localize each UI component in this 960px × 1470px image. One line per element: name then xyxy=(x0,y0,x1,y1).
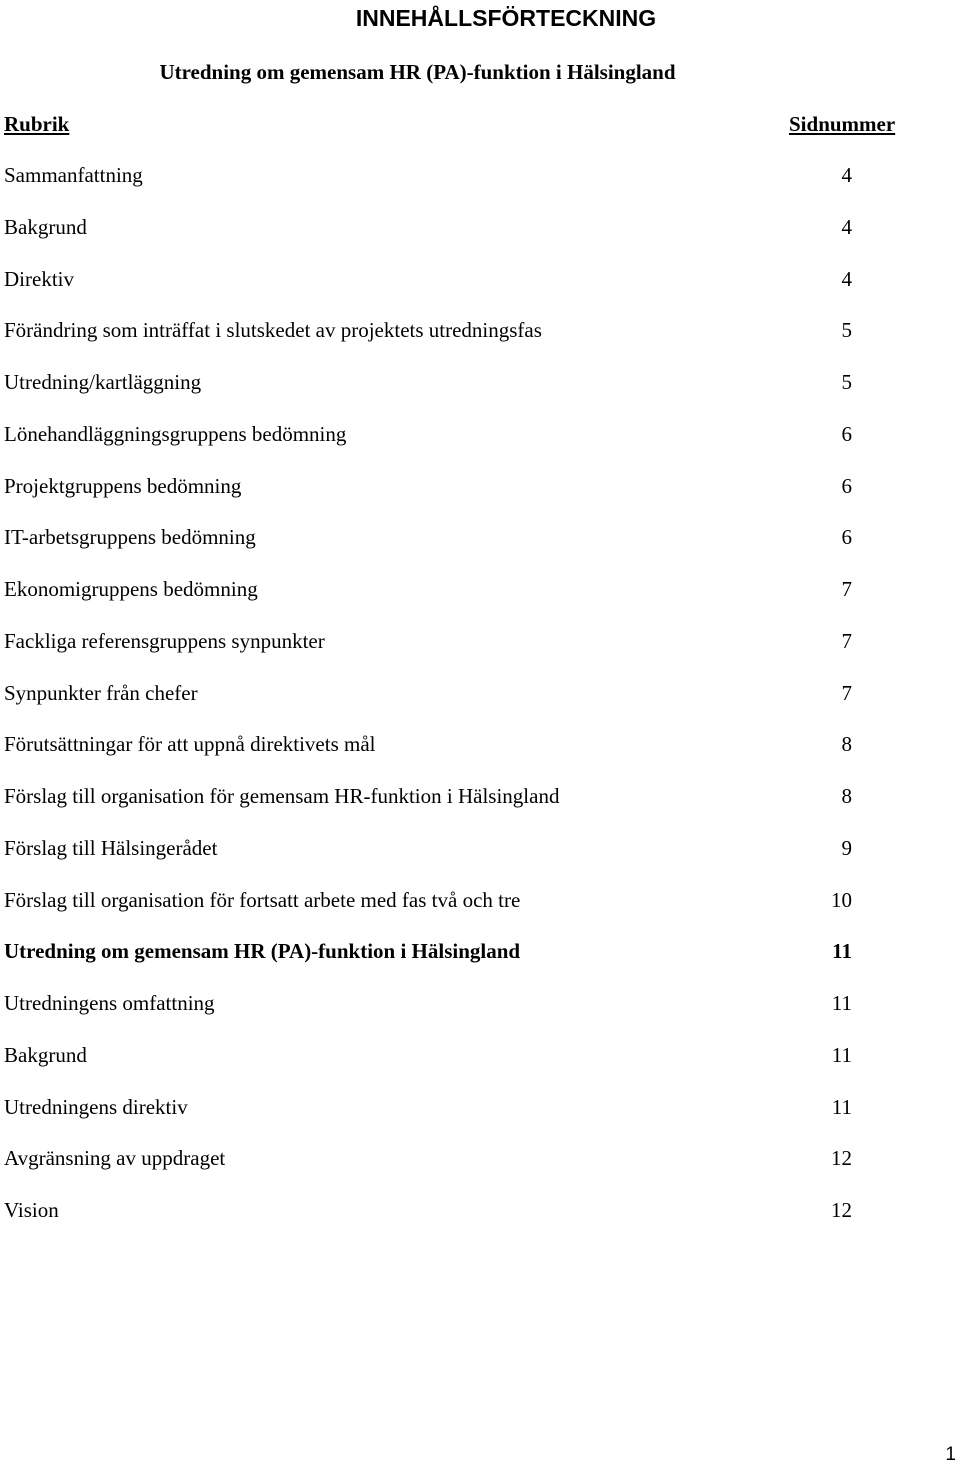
column-header-heading: Rubrik xyxy=(4,112,70,136)
toc-entry-page: 5 xyxy=(841,318,852,343)
toc-entry-page: 9 xyxy=(841,835,852,860)
toc-entry-page: 12 xyxy=(831,1198,852,1222)
toc-entry xyxy=(0,575,960,627)
toc-entry-page: 10 xyxy=(831,887,852,912)
document-subtitle: Utredning om gemensam HR (PA)-funktion i Hälsingland xyxy=(159,60,676,84)
toc-entry xyxy=(0,316,960,368)
toc-entry-title: Lönehandläggningsgruppens bedömning xyxy=(4,421,347,446)
toc-entry-title: Projektgruppens bedömning xyxy=(4,473,242,498)
toc-entry xyxy=(0,523,960,575)
toc-entry-page: 4 xyxy=(841,163,852,187)
toc-entry xyxy=(0,937,960,989)
toc-entry-title: Direktiv xyxy=(4,266,74,291)
toc-entry xyxy=(0,834,960,886)
toc-entry-page: 8 xyxy=(841,732,852,757)
toc-entry-page: 6 xyxy=(841,421,852,446)
toc-entry xyxy=(0,627,960,679)
toc-entry-title: Avgränsning av uppdraget xyxy=(4,1146,226,1171)
toc-entry xyxy=(0,1093,960,1145)
toc-entry-page: 5 xyxy=(841,370,852,394)
toc-entry xyxy=(0,213,960,265)
toc-entry-title: Förslag till organisation för gemensam HR-funktion i Hälsingland xyxy=(4,784,560,808)
toc-entry-title: Förutsättningar för att uppnå direktivets mål xyxy=(4,732,376,757)
column-header-page-number: Sidnummer xyxy=(789,112,896,136)
toc-entry-page: 7 xyxy=(841,628,852,653)
toc-entry-title: Synpunkter från chefer xyxy=(4,680,198,705)
toc-entry-page: 11 xyxy=(831,1094,852,1119)
toc-entry-title: Sammanfattning xyxy=(4,163,143,187)
toc-entry-page: 6 xyxy=(841,473,852,498)
toc-entry xyxy=(0,1144,960,1196)
toc-entry-page: 12 xyxy=(831,1146,852,1171)
toc-entry xyxy=(0,730,960,782)
toc-entry-page: 7 xyxy=(841,577,852,601)
table-of-contents xyxy=(0,161,960,1248)
toc-entry-title: Bakgrund xyxy=(4,1042,87,1067)
toc-entry xyxy=(0,1041,960,1093)
toc-entry xyxy=(0,368,960,420)
toc-entry-page: 6 xyxy=(841,525,852,550)
toc-entry-page: 11 xyxy=(831,991,852,1015)
document-title: INNEHÅLLSFÖRTECKNING xyxy=(355,5,657,31)
toc-entry xyxy=(0,886,960,938)
toc-entry-title: Utredningens direktiv xyxy=(4,1094,188,1119)
toc-entry-title: Utredningens omfattning xyxy=(4,991,215,1015)
page-number: 1 xyxy=(945,1444,956,1465)
toc-entry-page: 4 xyxy=(841,266,852,291)
toc-entry-title: Förslag till Hälsingerådet xyxy=(4,835,218,860)
toc-entry-title: IT-arbetsgruppens bedömning xyxy=(4,525,256,550)
toc-entry-title: Utredning/kartläggning xyxy=(4,370,202,394)
toc-entry-title: Vision xyxy=(4,1198,59,1222)
toc-entry-title: Fackliga referensgruppens synpunkter xyxy=(4,628,325,653)
toc-entry-title: Ekonomigruppens bedömning xyxy=(4,577,258,601)
toc-entry-page: 7 xyxy=(841,680,852,705)
toc-entry-page: 11 xyxy=(831,1042,852,1067)
toc-entry-title: Bakgrund xyxy=(4,214,87,239)
toc-entry xyxy=(0,420,960,472)
toc-entry-page: 8 xyxy=(841,784,852,808)
toc-entry-page: 11 xyxy=(832,939,852,964)
toc-entry xyxy=(0,782,960,834)
toc-entry-title: Förändring som inträffat i slutskedet av projektets utredningsfas xyxy=(4,318,542,343)
toc-entry xyxy=(0,161,960,213)
toc-entry xyxy=(0,472,960,524)
toc-entry-title: Utredning om gemensam HR (PA)-funktion i Hälsingland xyxy=(4,939,521,964)
toc-entry xyxy=(0,265,960,317)
toc-entry-title: Förslag till organisation för fortsatt arbete med fas två och tre xyxy=(4,887,521,912)
toc-entry-page: 4 xyxy=(841,214,852,239)
toc-entry xyxy=(0,1196,960,1248)
toc-entry xyxy=(0,989,960,1041)
toc-entry xyxy=(0,679,960,731)
